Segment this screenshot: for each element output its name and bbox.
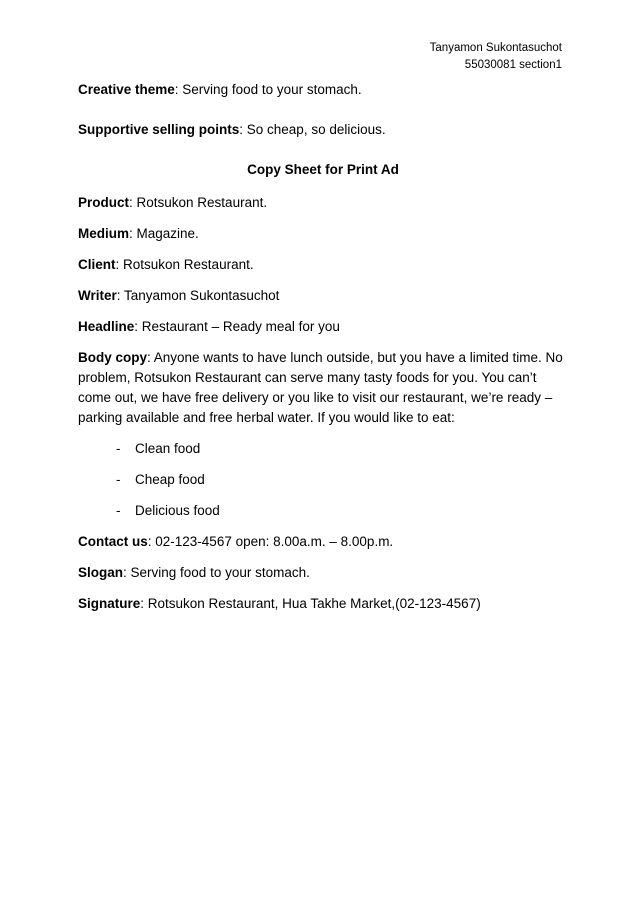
body-copy-paragraph	[78, 348, 568, 428]
product-value: : Rotsukon Restaurant.	[129, 195, 268, 210]
list-item-text: Clean food	[135, 441, 201, 456]
list-dash: -	[116, 472, 121, 487]
creative-theme-value: : Serving food to your stomach.	[174, 82, 362, 97]
medium-value: : Magazine.	[129, 226, 199, 241]
student-id-section: 55030081 section1	[464, 59, 562, 71]
page-header	[430, 40, 562, 74]
list-item-text: Cheap food	[135, 472, 205, 487]
body-copy-label: Body copy	[78, 350, 148, 365]
list-dash: -	[116, 441, 121, 456]
creative-theme-label: Creative theme	[78, 82, 175, 97]
client-label: Client	[78, 257, 116, 272]
signature-label: Signature	[78, 596, 141, 611]
client-line	[78, 255, 568, 275]
supportive-points-value: : So cheap, so delicious.	[239, 122, 386, 137]
list-item	[78, 501, 568, 521]
medium-label: Medium	[78, 226, 130, 241]
signature-value: : Rotsukon Restaurant, Hua Takhe Market,(02-123-4567)	[140, 596, 481, 611]
supportive-points-label: Supportive selling points	[78, 122, 240, 137]
author-name: Tanyamon Sukontasuchot	[429, 42, 562, 54]
slogan-label: Slogan	[78, 565, 124, 580]
product-label: Product	[78, 195, 130, 210]
headline-label: Headline	[78, 319, 135, 334]
food-list	[78, 439, 568, 521]
contact-line	[78, 532, 568, 552]
document-body	[78, 80, 568, 625]
list-item-text: Delicious food	[135, 503, 220, 518]
product-line	[78, 193, 568, 213]
contact-value: : 02-123-4567 open: 8.00a.m. – 8.00p.m.	[147, 534, 394, 549]
writer-line	[78, 286, 568, 306]
slogan-value: : Serving food to your stomach.	[123, 565, 310, 580]
list-item	[78, 470, 568, 490]
list-dash: -	[116, 503, 121, 518]
signature-line	[78, 594, 568, 614]
headline-value: : Restaurant – Ready meal for you	[134, 319, 340, 334]
headline-line	[78, 317, 568, 337]
creative-theme-line	[78, 80, 568, 100]
list-item	[78, 439, 568, 459]
document-title: Copy Sheet for Print Ad	[247, 162, 399, 177]
supportive-points-line	[78, 120, 568, 140]
body-copy-value: : Anyone wants to have lunch outside, but you have a limited time. No problem, Rotsukon Restaurant can serve many tasty foods for you. You can’t come out, we have free delivery or you like to visit our restaurant, we’re ready – parking available and free herbal water. If you would like to eat:	[78, 350, 563, 425]
medium-line	[78, 224, 568, 244]
writer-label: Writer	[78, 288, 117, 303]
writer-value: : Tanyamon Sukontasuchot	[116, 288, 280, 303]
client-value: : Rotsukon Restaurant.	[115, 257, 254, 272]
slogan-line	[78, 563, 568, 583]
contact-label: Contact us	[78, 534, 148, 549]
